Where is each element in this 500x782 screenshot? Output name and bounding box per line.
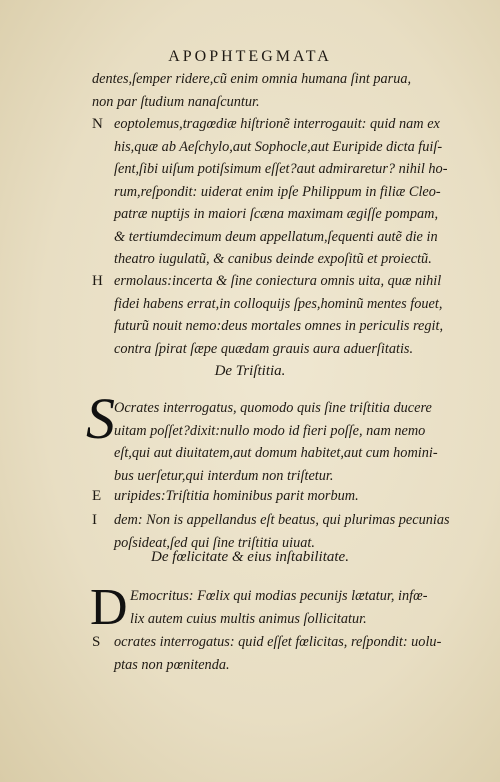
text-line: fidei habens errat,in colloquijs ſpes,hominũ mentes fouet,: [114, 295, 443, 312]
text-line: Ocrates interrogatus, quomodo quis ſine triſtitia ducere: [114, 400, 432, 416]
text-line: ſent,ſibi uiſum potiſsimum eſſet?aut admiraretur? nihil ho-: [114, 161, 448, 177]
text-line: N eoptolemus,tragœdiæ hiſtrionẽ interrogauit: quid nam ex: [114, 113, 490, 136]
text-line: non par ſtudium nanaſcuntur.: [92, 93, 260, 110]
running-head: APOPHTEGMATA: [168, 48, 332, 65]
text-line: ptas non pœnitenda.: [114, 656, 230, 673]
drop-cap: D: [90, 579, 128, 636]
section-heading: De fœlicitate & eius inſtabilitate.: [151, 549, 349, 565]
text-line: theatro iugulatũ, & canibus deinde expoſitũ et proiectũ.: [114, 251, 432, 267]
text-line: contra ſpirat ſæpe quædam grauis aura aduerſitatis.: [114, 340, 414, 357]
initial-letter: I: [92, 512, 97, 528]
drop-cap: S: [86, 386, 115, 451]
paragraph-socrates: [114, 397, 490, 487]
text-line: dentes,ſemper ridere,cũ enim omnia humana ſint parua,: [92, 71, 412, 87]
text-line: bus uerſetur,qui interdum non triſtetur.: [114, 467, 334, 484]
text-line: lix autem cuius multis animus ſollicitatur.: [130, 610, 367, 627]
text-line: rum,reſpondit: uiderat enim ipſe Philippum in filiæ Cleo-: [114, 183, 441, 200]
text-line: I dem: Non is appellandus eſt beatus, qui plurimas pecunias: [114, 509, 490, 532]
paragraph-euripides: [92, 485, 490, 508]
text-line: S ocrates interrogatus: quid eſſet fœlicitas, reſpondit: uolu-: [114, 631, 490, 654]
initial-letter: S: [92, 634, 101, 650]
paragraph-democritus: [130, 585, 490, 630]
section-heading: De Triſtitia.: [214, 363, 286, 379]
text-line: & tertiumdecimum deum appellatum,ſequenti autẽ die in: [114, 228, 438, 245]
paragraph-neoptolemus: [92, 113, 490, 271]
text-line: poſsideat,ſed qui ſine triſtitia uiuat.: [114, 534, 315, 551]
paragraph-idem: [92, 509, 490, 554]
text-line: H ermolaus:incerta & ſine coniectura omnis uita, quæ nihil: [114, 270, 490, 293]
initial-letter: E: [92, 488, 102, 504]
text-line: eſt,qui aut diuitatem,aut domum habitet,aut cum homini-: [114, 445, 438, 461]
text-line: E uripides:Triſtitia hominibus parit morbum.: [114, 485, 490, 508]
initial-letter: H: [92, 273, 103, 289]
initial-letter: N: [92, 116, 103, 132]
text-line: his,quæ ab Aeſchylo,aut Sophocle,aut Euripide dicta fuiſ-: [114, 138, 443, 155]
text-line: uitam poſſet?dixit:nullo modo id fieri poſſe, nam nemo: [114, 422, 426, 439]
text-line: patræ nuptijs in maiori ſcæna maximam ægiſſe pompam,: [114, 206, 439, 222]
paragraph-hermolaus: [92, 270, 490, 360]
text-line: Emocritus: Fœlix qui modias pecunijs lætatur, infœ-: [130, 588, 428, 604]
text-line: futurũ nouit nemo:deus mortales omnes in periculis regit,: [114, 318, 444, 334]
paragraph-socrates-felicitas: [92, 631, 490, 676]
paragraph-continuation: [92, 68, 488, 113]
